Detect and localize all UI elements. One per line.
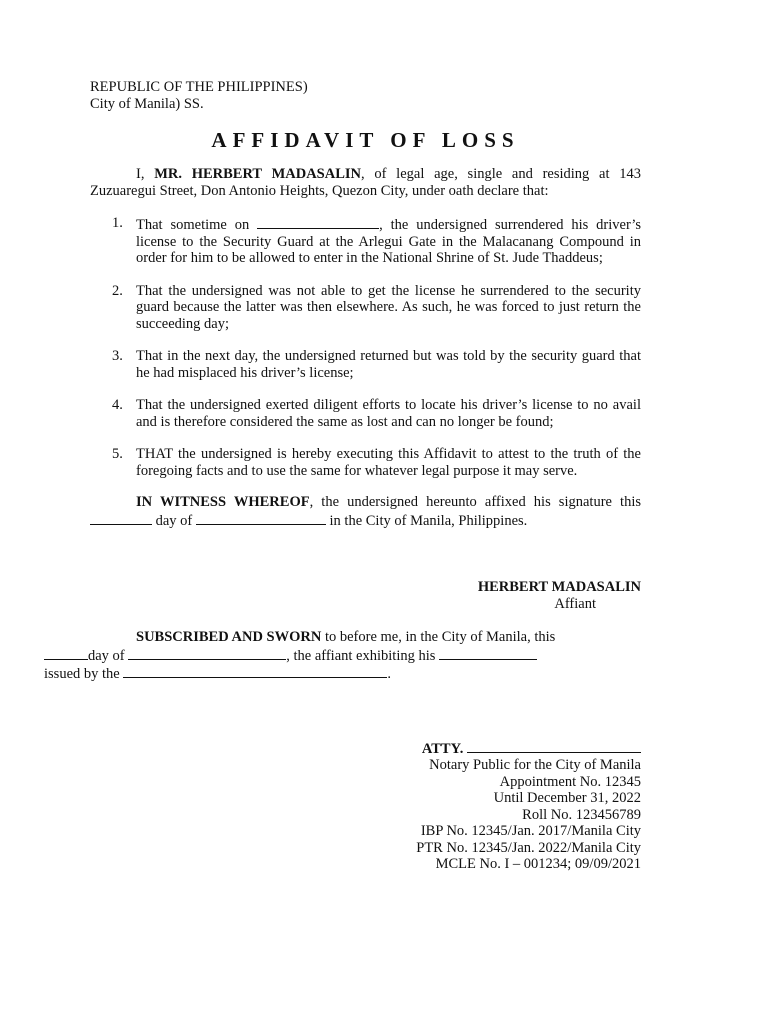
signature-block (90, 579, 641, 612)
item-number: 2. (112, 282, 123, 299)
venue-block (90, 79, 641, 112)
venue-republic: REPUBLIC OF THE PHILIPPINES) (90, 79, 308, 95)
list-item (90, 283, 641, 333)
item-number: 5. (112, 446, 123, 462)
item-number: 3. (112, 348, 123, 364)
list-item (90, 446, 641, 479)
jurat-text: issued by the (44, 666, 124, 682)
intro-rest: , of legal age, single and residing at 143 Zuzuaregui Street, Don Antonio Heights, Quezon City, under oath declare that: (90, 166, 641, 199)
notary-name-blank-line (467, 739, 641, 753)
jurat-text: day of (88, 647, 129, 664)
jurat-day-blank-line (44, 646, 88, 660)
document-page (44, 79, 642, 873)
intro-paragraph (90, 166, 641, 199)
item-text: That the undersigned was not able to get the license he surrendered to the security guard because the latter was then elsewhere. As such, he was forced to just return the succeeding day; (136, 282, 641, 332)
notary-mcle: MCLE No. I – 001234; 09/09/2021 (435, 856, 641, 872)
notary-ptr: PTR No. 12345/Jan. 2022/Manila City (416, 839, 641, 856)
list-item (90, 348, 641, 381)
signatory-name: HERBERT MADASALIN (477, 579, 641, 595)
notary-roll: Roll No. 123456789 (522, 806, 641, 823)
witness-text: in the City of Manila, Philippines. (325, 512, 528, 529)
item-text: That the undersigned exerted diligent efforts to locate his driver’s license to no avail and is therefore considered the same as lost and can no longer be found; (136, 397, 641, 430)
witness-paragraph (90, 494, 641, 529)
list-item (90, 215, 641, 267)
jurat-heading: SUBSCRIBED AND SWORN (136, 629, 322, 645)
notary-appointment: Appointment No. 12345 (499, 773, 641, 790)
notary-expiry: Until December 31, 2022 (493, 790, 641, 806)
issuer-blank-line (123, 664, 387, 678)
notary-atty-line (90, 739, 641, 758)
date-blank-line (257, 215, 379, 229)
jurat-text: to before me, in the City of Manila, this (321, 629, 556, 645)
item-number: 1. (112, 215, 123, 231)
item-text: THAT the undersigned is hereby executing this Affidavit to attest to the truth of the foregoing facts and to use the same for whatever legal purpose it may serve. (136, 446, 641, 479)
jurat-paragraph (44, 629, 641, 683)
notary-commission: Notary Public for the City of Manila (429, 757, 641, 773)
jurat-month-blank-line (128, 646, 286, 660)
item-text: That in the next day, the undersigned returned but was told by the security guard that he had misplaced his driver’s license; (136, 348, 641, 381)
notary-ibp: IBP No. 12345/Jan. 2017/Manila City (420, 823, 641, 839)
venue-city: City of Manila) SS. (90, 95, 204, 112)
item-number: 4. (112, 397, 123, 413)
witness-heading: IN WITNESS WHEREOF (136, 494, 310, 510)
document-title: AFFIDAVIT OF LOSS (211, 128, 520, 152)
list-item (90, 397, 641, 430)
signatory-role: Affiant (554, 595, 596, 612)
atty-label: ATTY. (421, 740, 464, 757)
witness-text: , the undersigned hereunto affixed his signature this (309, 494, 641, 510)
witness-text: day of (152, 512, 196, 529)
notary-block (90, 739, 641, 873)
declarations-list (90, 215, 641, 479)
item-text: , the undersigned surrendered his driver’s license to the Security Guard at the Arlegui Gate in the Malacanang Compound in order for him to be allowed to enter in the National Shrine of St. Jude Thaddeus; (136, 217, 642, 266)
id-blank-line (439, 646, 537, 660)
item-text: That sometime on (136, 217, 258, 233)
intro-prefix: I, (136, 166, 155, 182)
jurat-text: . (387, 666, 391, 682)
month-blank-line (196, 511, 326, 525)
jurat-text: , the affiant exhibiting his (286, 647, 440, 664)
affiant-name: MR. HERBERT MADASALIN (154, 166, 361, 182)
day-blank-line (90, 511, 152, 525)
